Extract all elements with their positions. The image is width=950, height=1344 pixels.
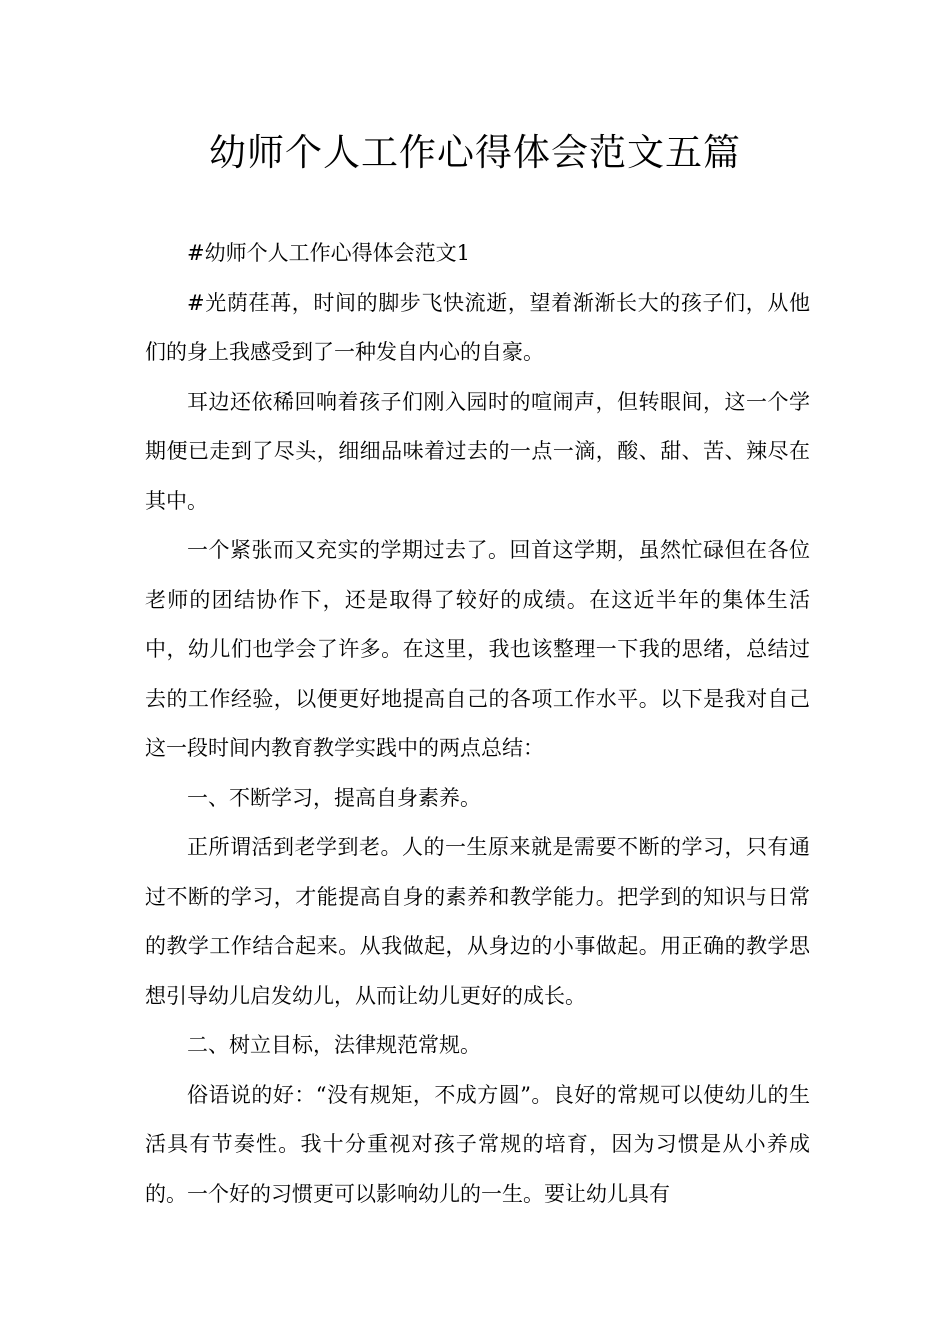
section-heading-2: 二、树立目标，法律规范常规。 [187,1033,481,1057]
paragraph: 耳边还依稀回响着孩子们刚入园时的喧闹声，但转眼间，这一个学期便已走到了尽头，细细品味着过去的一点一滴，酸、甜、苦、辣尽在其中。 [145,389,810,513]
document-body [145,229,810,1219]
document-title: 幼师个人工作心得体会范文五篇 [209,131,741,174]
paragraph: #光荫荏苒，时间的脚步飞快流逝，望着渐渐长大的孩子们，从他们的身上我感受到了一种发自内心的自豪。 [145,290,810,364]
paragraph: 俗语说的好：“没有规矩，不成方圆”。良好的常规可以使幼儿的生活具有节奏性。我十分重视对孩子常规的培育，因为习惯是从小养成的。一个好的习惯更可以影响幼儿的一生。要让幼儿具有 [145,1082,810,1206]
paragraph: 一个紧张而又充实的学期过去了。回首这学期，虽然忙碌但在各位老师的团结协作下，还是取得了较好的成绩。在这近半年的集体生活中，幼儿们也学会了许多。在这里，我也该整理一下我的思绪，总结过去的工作经验，以便更好地提高自己的各项工作水平。以下是我对自己这一段时间内教育教学实践中的两点总结： [145,538,810,760]
paragraph: 正所谓活到老学到老。人的一生原来就是需要不断的学习，只有通过不断的学习，才能提高自身的素养和教学能力。把学到的知识与日常的教学工作结合起来。从我做起，从身边的小事做起。用正确的教学思想引导幼儿启发幼儿，从而让幼儿更好的成长。 [145,835,810,1008]
section-heading-1: 一、不断学习，提高自身素养。 [187,785,481,810]
paragraph-heading-1: #幼师个人工作心得体会范文1 [187,241,470,265]
